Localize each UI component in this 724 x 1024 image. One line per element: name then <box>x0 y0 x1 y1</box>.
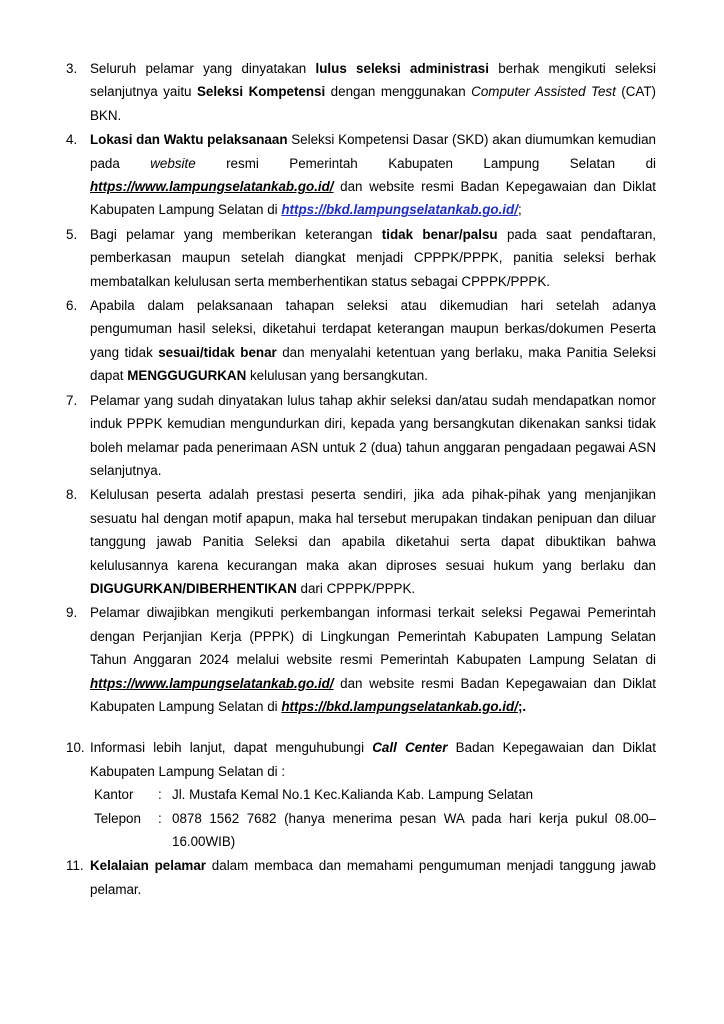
kantor-value: Jl. Mustafa Kemal No.1 Kec.Kalianda Kab. Lampung Selatan <box>172 787 534 803</box>
item-number: 7. <box>66 392 78 408</box>
list-item-5: 5. Bagi pelamar yang memberikan keterangan tidak benar/palsu pada saat pendaftaran, pemberkasan maupun setelah diangkat menjadi CPPPK/PPPK, panitia seleksi berhak membatalkan kelulusan serta memberhentikan status sebagai CPPPK/PPPK. <box>66 223 656 293</box>
item-number: 9. <box>66 605 78 621</box>
kantor-separator: : <box>158 787 162 803</box>
item-number: 3. <box>66 61 78 76</box>
contact-table <box>94 783 656 853</box>
link-bkd-lampungselatankab[interactable]: https://bkd.lampungselatankab.go.id/ <box>281 698 518 714</box>
link-bkd-lampungselatankab[interactable]: https://bkd.lampungselatankab.go.id/ <box>281 202 518 218</box>
telepon-label: Telepon <box>94 810 141 826</box>
list-item-7: 7. Pelamar yang sudah dinyatakan lulus tahap akhir seleksi dan/atau sudah mendapatkan nomor induk PPPK kemudian mengundurkan diri, kepada yang bersangkutan dikenakan sanksi tidak boleh melamar pada penerimaan ASN untuk 2 (dua) tahun anggaran pengadaan pegawai ASN selanjutnya. <box>66 389 656 483</box>
item-number: 6. <box>66 298 78 314</box>
item-number: 8. <box>66 487 78 503</box>
link-lampungselatankab[interactable]: https://www.lampungselatankab.go.id/ <box>90 675 334 691</box>
kantor-label: Kantor <box>94 787 134 803</box>
telepon-value: 0878 1562 7682 (hanya menerima pesan WA pada hari kerja pukul 08.00–16.00WIB) <box>172 810 656 849</box>
item-number: 11. <box>66 858 84 874</box>
item-number: 10. <box>66 740 85 756</box>
list-item-3: 3. Seluruh pelamar yang dinyatakan lulus seleksi administrasi berhak mengikuti seleksi selanjutnya yaitu Seleksi Kompetensi dengan menggunakan Computer Assisted Test (CAT) BKN. <box>66 57 656 127</box>
telepon-separator: : <box>158 810 162 826</box>
list-item-10: 10. Informasi lebih lanjut, dapat menguhubungi Call Center Badan Kepegawaian dan Diklat Kabupaten Lampung Selatan di : Kantor : Jl. Mustafa Kemal No.1 Kec.Kalianda Kab. Lampung Selatan Telepon : 0878 1562 7682 (hanya menerima pesan WA pada hari kerja pukul 08.00–16.00WIB) <box>66 736 656 853</box>
list-item-8: 8. Kelulusan peserta adalah prestasi peserta sendiri, jika ada pihak-pihak yang menjanjikan sesuatu hal dengan motif apapun, maka hal tersebut merupakan tindakan penipuan dan diluar tanggung jawab Panitia Seleksi dan apabila diketahui serta dapat dibuktikan bahwa kelulusannya karena kecurangan maka akan diproses sesuai hukum yang berlaku dan DIGUGURKAN/DIBERHENTIKAN dari CPPPK/PPPK. <box>66 483 656 600</box>
list-item-11: 11. Kelalaian pelamar dalam membaca dan memahami pengumuman menjadi tanggung jawab pelamar. <box>66 854 656 901</box>
list-item-4: 4. Lokasi dan Waktu pelaksanaan Seleksi Kompetensi Dasar (SKD) akan diumumkan kemudian pada website resmi Pemerintah Kabupaten Lampung Selatan di https://www.lampungselatankab.go.id/ dan website resmi Badan Kepegawaian dan Diklat Kabupaten Lampung Selatan di https://bkd.lampungselatankab.go.id/; <box>66 128 656 222</box>
item-number: 4. <box>66 132 78 148</box>
document-page <box>66 57 656 901</box>
item-number: 5. <box>66 226 78 242</box>
link-lampungselatankab[interactable]: https://www.lampungselatankab.go.id/ <box>90 179 334 195</box>
list-item-9: 9. Pelamar diwajibkan mengikuti perkembangan informasi terkait seleksi Pegawai Pemerintah dengan Perjanjian Kerja (PPPK) di Lingkungan Pemerintah Kabupaten Lampung Selatan Tahun Anggaran 2024 melalui website resmi Pemerintah Kabupaten Lampung Selatan di https://www.lampungselatankab.go.id/ dan website resmi Badan Kepegawaian dan Diklat Kabupaten Lampung Selatan di https://bkd.lampungselatankab.go.id/;. <box>66 601 656 718</box>
list-item-6: 6. Apabila dalam pelaksanaan tahapan seleksi atau dikemudian hari setelah adanya pengumuman hasil seleksi, diketahui terdapat keterangan maupun berkas/dokumen Peserta yang tidak sesuai/tidak benar dan menyalahi ketentuan yang berlaku, maka Panitia Seleksi dapat MENGGUGURKAN kelulusan yang bersangkutan. <box>66 294 656 388</box>
